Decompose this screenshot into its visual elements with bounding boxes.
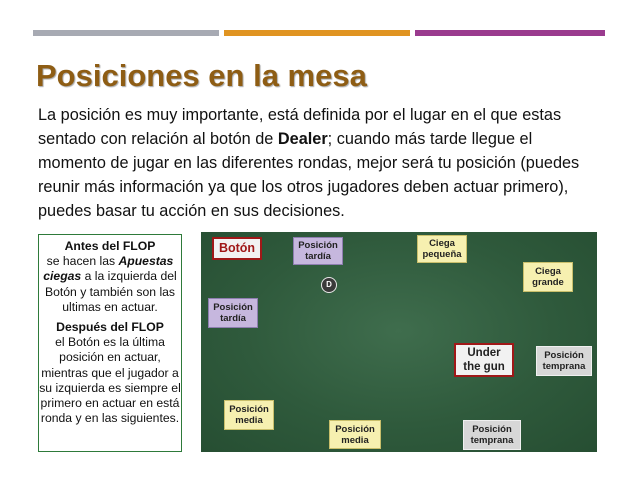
intro-bold-dealer: Dealer bbox=[277, 130, 328, 148]
small-blind-label: Ciega pequeña bbox=[417, 235, 467, 263]
intro-text-2: ; cuando más tarde llegue el momento de jugar en las diferentes rondas, mejor será tu posición (puedes reunir más información ya que los otros jugadores deben actuar primero), puedes basar tu acción en sus decisiones. bbox=[38, 130, 580, 220]
blind-bets-emphasis: Apuestas ciegas bbox=[43, 254, 174, 284]
middle-position-left-label: Posición media bbox=[224, 400, 274, 430]
early-position-bottom-label: Posición temprana bbox=[463, 420, 521, 450]
intro-text-1: La posición es muy importante, está definida por el lugar en el que estas sentado con relación al botón de bbox=[38, 106, 562, 148]
before-flop-text-1: se hacen las bbox=[46, 254, 119, 269]
late-position-top-label: Posición tardía bbox=[293, 237, 343, 265]
late-position-left-label: Posición tardía bbox=[208, 298, 258, 328]
before-flop-text-2: a la izquierda del Botón y también son las ultimas en actuar. bbox=[44, 269, 177, 314]
dealer-chip: D bbox=[321, 277, 337, 293]
button-position-label: Botón bbox=[212, 237, 262, 260]
early-position-right-label: Posición temprana bbox=[536, 346, 592, 376]
before-flop-heading: Antes del FLOP bbox=[64, 239, 156, 253]
under-the-gun-label: Under the gun bbox=[454, 343, 514, 377]
slide-title: Posiciones en la mesa bbox=[36, 58, 367, 93]
flop-info-box bbox=[38, 234, 182, 452]
top-bar-orange bbox=[224, 30, 410, 36]
big-blind-label: Ciega grande bbox=[523, 262, 573, 292]
after-flop-heading: Después del FLOP bbox=[56, 320, 164, 335]
top-bar-purple bbox=[415, 30, 605, 36]
intro-paragraph bbox=[38, 103, 598, 223]
after-flop-text: el Botón es la última posición en actuar, mientras que el jugador a su izquierda es siempre el primero en actuar en está ronda y en las siguientes. bbox=[39, 335, 181, 426]
top-bar-gray bbox=[33, 30, 219, 36]
middle-position-bottom-label: Posición media bbox=[329, 420, 381, 449]
